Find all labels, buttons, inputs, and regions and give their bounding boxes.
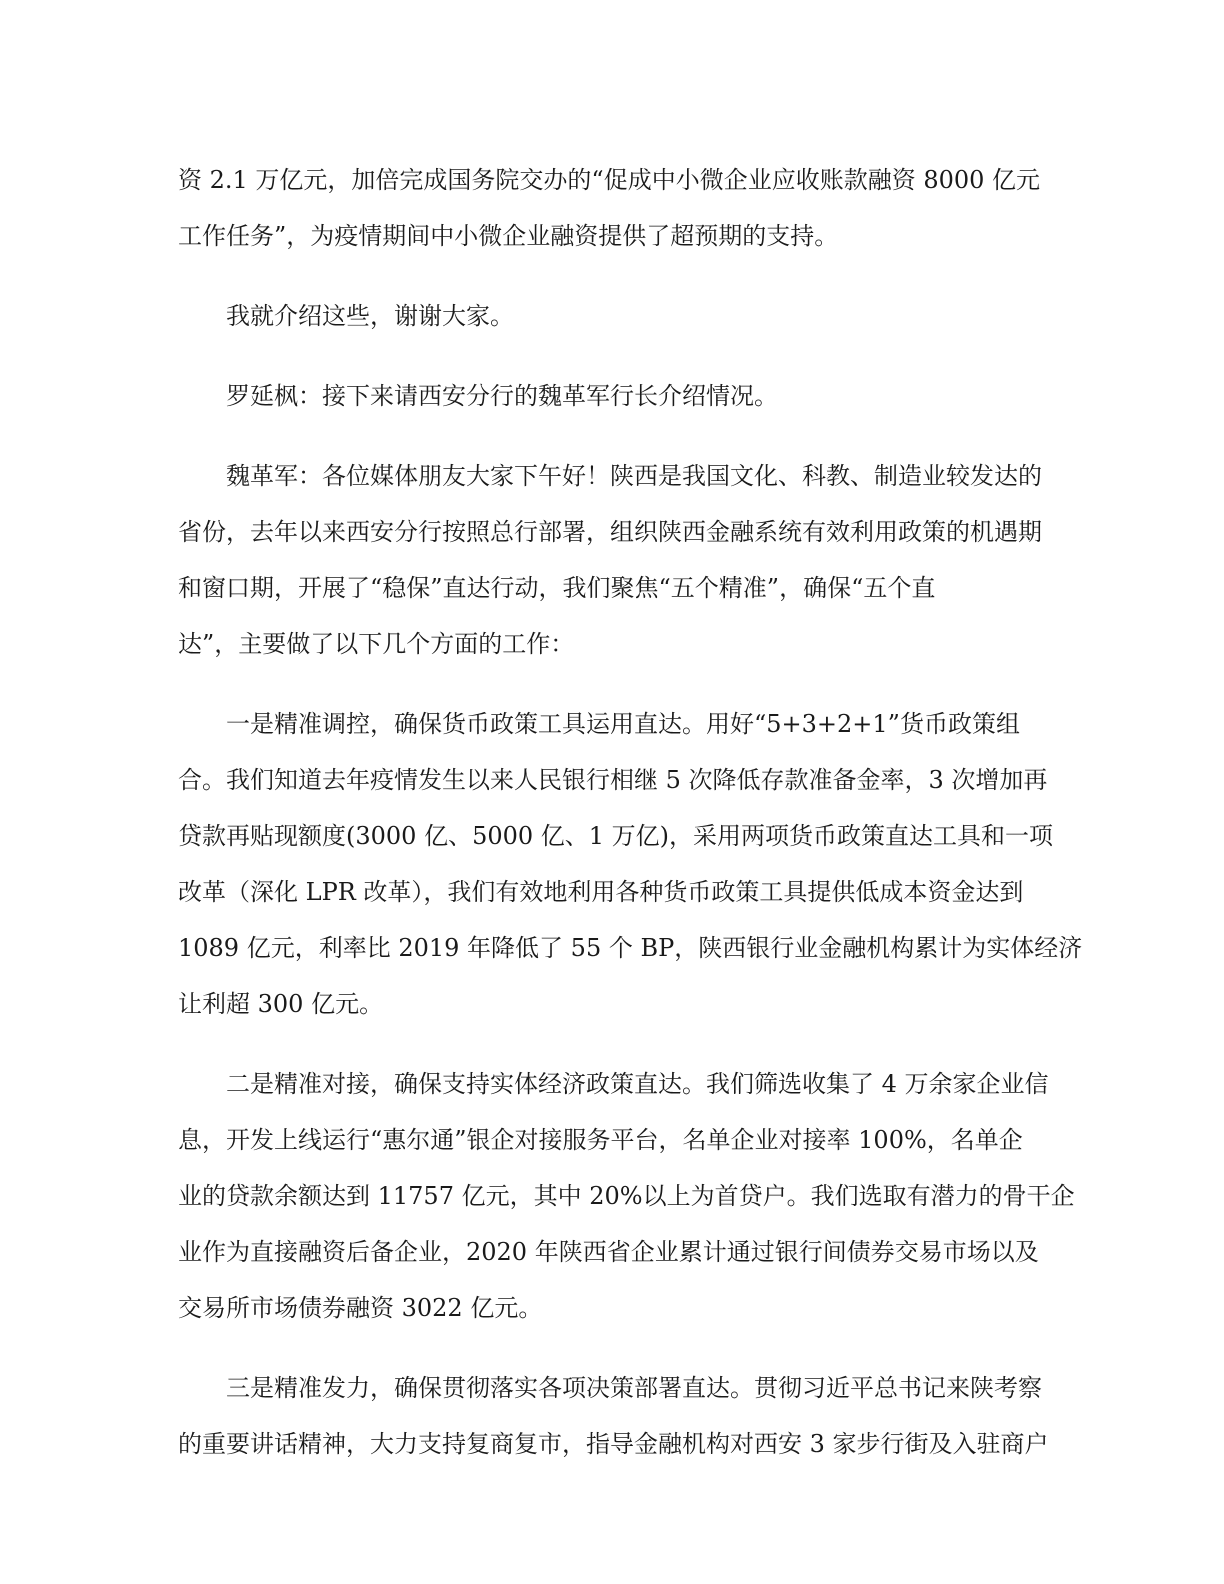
text-line: 二是精准对接，确保支持实体经济政策直达。我们筛选收集了 4 万余家企业信 xyxy=(226,1070,1049,1098)
paragraph-1 xyxy=(178,152,1050,264)
paragraph-4 xyxy=(178,448,1050,672)
text-line: 让利超 300 亿元。 xyxy=(178,990,384,1018)
text-line: 的重要讲话精神，大力支持复商复市，指导金融机构对西安 3 家步行街及入驻商户 xyxy=(178,1430,1049,1458)
text-line: 合。我们知道去年疫情发生以来人民银行相继 5 次降低存款准备金率，3 次增加再 xyxy=(178,766,1048,794)
text-line: 一是精准调控，确保货币政策工具运用直达。用好“5+3+2+1”货币政策组 xyxy=(226,710,1020,738)
document-body xyxy=(178,152,1083,1496)
paragraph-2 xyxy=(178,288,1050,344)
text-line: 我就介绍这些，谢谢大家。 xyxy=(226,302,514,330)
text-line: 改革（深化 LPR 改革），我们有效地利用各种货币政策工具提供低成本资金达到 xyxy=(178,878,1024,906)
text-line: 贷款再贴现额度(3000 亿、5000 亿、1 万亿)，采用两项货币政策直达工具和一项 xyxy=(178,822,1054,850)
text-line: 魏革军：各位媒体朋友大家下午好！陕西是我国文化、科教、制造业较发达的 xyxy=(226,462,1042,490)
text-line: 工作任务”，为疫情期间中小微企业融资提供了超预期的支持。 xyxy=(178,222,839,250)
text-line: 息，开发上线运行“惠尔通”银企对接服务平台，名单企业对接率 100%，名单企 xyxy=(178,1126,1023,1154)
text-line: 业作为直接融资后备企业，2020 年陕西省企业累计通过银行间债券交易市场以及 xyxy=(178,1238,1039,1266)
text-line: 资 2.1 万亿元，加倍完成国务院交办的“促成中小微企业应收账款融资 8000 亿元 xyxy=(178,166,1041,194)
text-line: 省份，去年以来西安分行按照总行部署，组织陕西金融系统有效利用政策的机遇期 xyxy=(178,518,1042,546)
text-line: 和窗口期，开展了“稳保”直达行动，我们聚焦“五个精准”，确保“五个直 xyxy=(178,574,936,602)
text-line: 交易所市场债券融资 3022 亿元。 xyxy=(178,1294,543,1322)
paragraph-5 xyxy=(178,696,1083,1032)
text-line: 罗延枫：接下来请西安分行的魏革军行长介绍情况。 xyxy=(226,382,778,410)
paragraph-6 xyxy=(178,1056,1075,1336)
text-line: 1089 亿元，利率比 2019 年降低了 55 个 BP，陕西银行业金融机构累计为实体经济 xyxy=(178,934,1083,962)
text-line: 业的贷款余额达到 11757 亿元，其中 20%以上为首贷户。我们选取有潜力的骨干企 xyxy=(178,1182,1075,1210)
text-line: 三是精准发力，确保贯彻落实各项决策部署直达。贯彻习近平总书记来陕考察 xyxy=(226,1374,1042,1402)
paragraph-7 xyxy=(178,1360,1050,1472)
paragraph-3 xyxy=(178,368,1050,424)
text-line: 达”，主要做了以下几个方面的工作： xyxy=(178,630,575,658)
